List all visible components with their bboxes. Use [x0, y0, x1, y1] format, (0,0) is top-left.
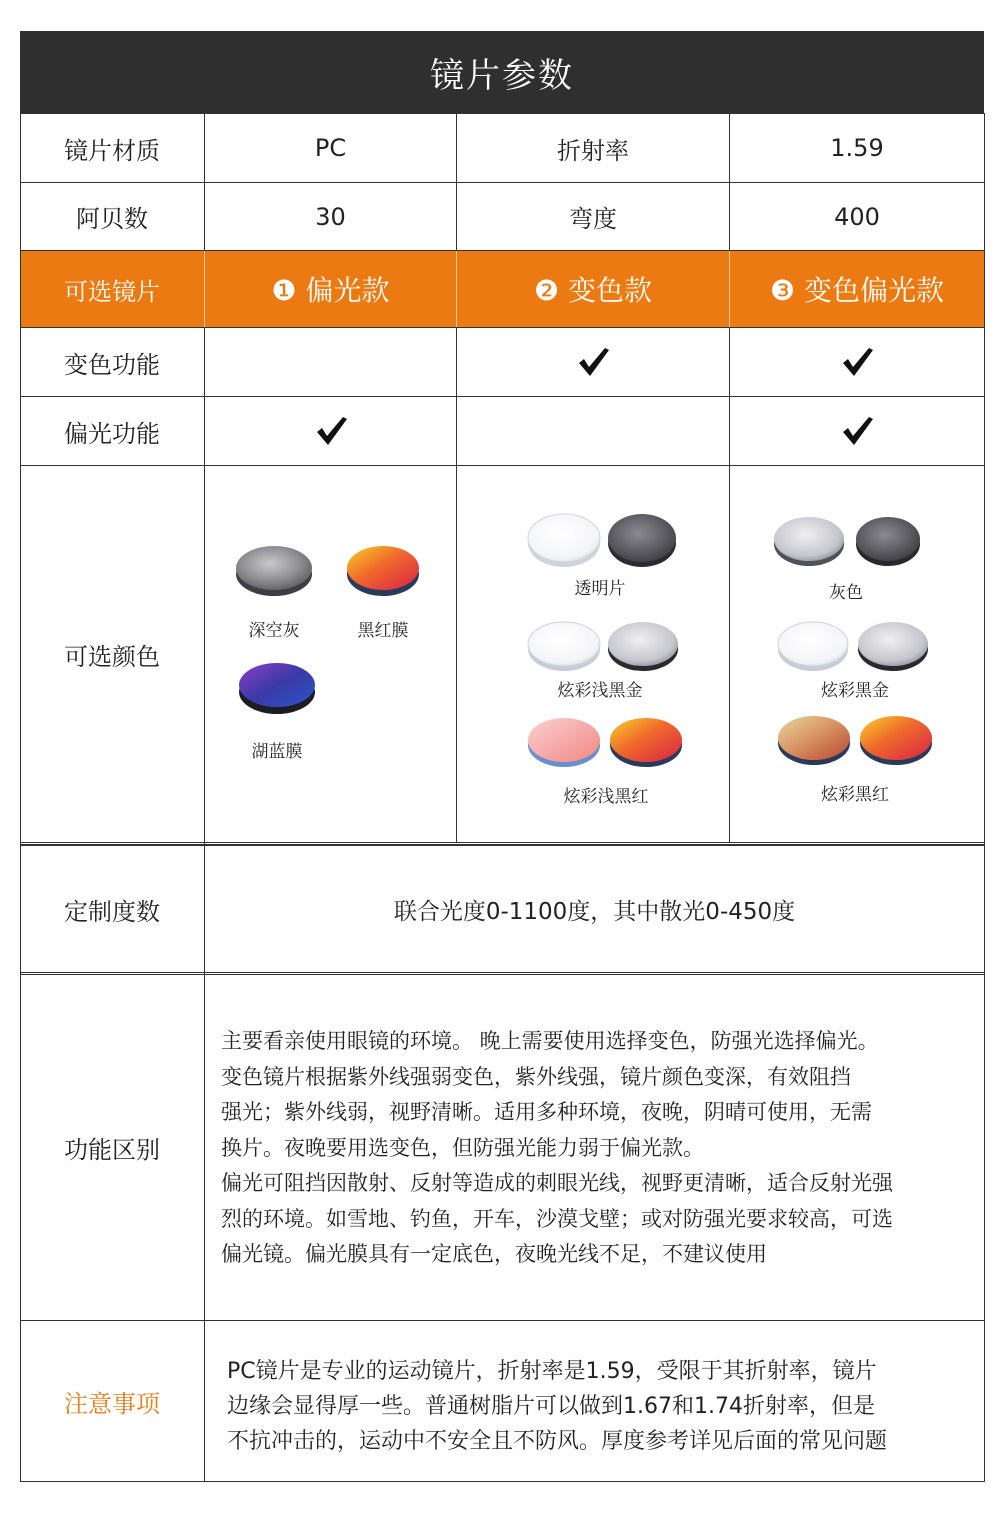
divider-horizontal: [20, 250, 985, 251]
difference-label: 功能区别: [64, 1136, 160, 1164]
lens-black-red: [774, 712, 854, 768]
text-line: 偏光可阻挡因散射、反射等造成的刺眼光线，视野更清晰，适合反射光强: [221, 1171, 893, 1195]
text-line: 主要看亲使用眼镜的环境。 晚上需要使用选择变色，防强光选择偏光。: [221, 1029, 879, 1053]
checkmark-icon: [840, 345, 874, 379]
divider-vertical: [729, 327, 730, 842]
page-title: 镜片参数: [20, 31, 984, 113]
divider-vertical: [204, 251, 205, 327]
lens-clear: [524, 510, 604, 570]
lens-light-black-gold-dark: [604, 618, 682, 674]
notice-label: 注意事项: [64, 1389, 160, 1418]
divider-horizontal: [20, 844, 985, 846]
text-line: 强光；紫外线弱，视野清晰。适用多种环境，夜晚，阴晴可使用，无需: [221, 1100, 872, 1124]
text-line: 偏光镜。偏光膜具有一定底色，夜晚光线不足，不建议使用: [221, 1242, 767, 1266]
divider-horizontal: [20, 974, 985, 975]
option-photochromic-polarized: ❸ 变色偏光款: [769, 274, 944, 307]
text-line: 换片。夜晚要用选变色，但防强光能力弱于偏光款。: [221, 1135, 704, 1160]
lens-grey-light: [770, 512, 848, 570]
polarized-check-3: [730, 397, 984, 465]
lens-light-black-red-dark: [606, 714, 686, 770]
difference-text: [221, 1024, 981, 1273]
polarized-label: 偏光功能: [64, 419, 160, 448]
notice-text: [227, 1354, 979, 1459]
lens-label: 黑红膜: [357, 621, 409, 641]
lens-label: 炫彩黑红: [821, 785, 889, 805]
lens-clear-dark: [604, 510, 680, 570]
checkmark-icon: [576, 345, 610, 379]
text-line: 不抗冲击的，运动中不安全且不防风。厚度参考详见后面的常见问题: [227, 1429, 888, 1454]
lens-black-red-dark: [856, 712, 936, 768]
divider-horizontal: [20, 182, 985, 183]
divider-horizontal: [20, 1481, 985, 1482]
option-polarized: ❶ 偏光款: [271, 274, 390, 307]
divider-horizontal: [20, 465, 985, 466]
lens-deep-space-grey: [232, 542, 316, 600]
lens-label: 炫彩黑金: [821, 681, 889, 701]
option-photochromic: ❷ 变色款: [533, 274, 652, 307]
border-right: [984, 113, 985, 1482]
lens-label: 湖蓝膜: [251, 742, 303, 762]
material-label: 镜片材质: [64, 136, 160, 165]
curve-label: 弯度: [569, 205, 617, 233]
divider-vertical: [456, 251, 457, 327]
abbe-value: 30: [315, 202, 346, 231]
refractive-label: 折射率: [557, 136, 629, 165]
text-line: PC镜片是专业的运动镜片，折射率是1.59，受限于其折射率，镜片: [227, 1359, 877, 1384]
material-value: PC: [314, 134, 347, 162]
photochromic-label: 变色功能: [64, 350, 160, 379]
lens-label: 炫彩浅黑金: [557, 681, 643, 701]
lens-light-black-gold: [524, 618, 604, 674]
border-left: [20, 113, 21, 1482]
text-line: 变色镜片根据紫外线强弱变色，紫外线强，镜片颜色变深，有效阻挡: [221, 1064, 851, 1089]
lens-label: 灰色: [829, 583, 863, 603]
text-line: 边缘会显得厚一些。普通树脂片可以做到1.67和1.74折射率，但是: [227, 1394, 875, 1419]
lens-label: 炫彩浅黑红: [563, 787, 649, 807]
divider-horizontal: [20, 396, 985, 397]
lens-label: 透明片: [574, 579, 626, 599]
photochromic-check-2: [457, 328, 729, 396]
lens-lake-blue-film: [235, 658, 319, 718]
abbe-label: 阿贝数: [76, 205, 148, 233]
lens-black-gold-dark: [854, 618, 932, 674]
divider-horizontal: [20, 1320, 985, 1321]
prescription-value: 联合光度0-1100度，其中散光0-450度: [393, 898, 796, 925]
prescription-label: 定制度数: [64, 897, 160, 926]
refractive-value: 1.59: [830, 134, 884, 162]
divider-horizontal: [20, 972, 985, 973]
lens-grey-dark: [852, 512, 924, 570]
text-line: 烈的环境。如雪地、钓鱼，开车，沙漠戈壁；或对防强光要求较高，可选: [221, 1206, 893, 1231]
lens-black-red-film: [343, 542, 423, 600]
divider-vertical: [729, 251, 730, 327]
lens-label: 深空灰: [248, 621, 300, 641]
checkmark-icon: [314, 414, 348, 448]
polarized-check-1: [205, 397, 456, 465]
divider-horizontal: [20, 327, 985, 328]
curve-value: 400: [834, 202, 880, 231]
lens-light-black-red: [524, 714, 604, 770]
colors-label: 可选颜色: [64, 642, 160, 671]
divider-horizontal: [20, 842, 985, 843]
photochromic-check-3: [730, 328, 984, 396]
checkmark-icon: [840, 414, 874, 448]
options-label: 可选镜片: [64, 277, 160, 306]
lens-black-gold: [774, 618, 852, 674]
divider-vertical: [456, 327, 457, 842]
divider-horizontal: [20, 113, 985, 114]
